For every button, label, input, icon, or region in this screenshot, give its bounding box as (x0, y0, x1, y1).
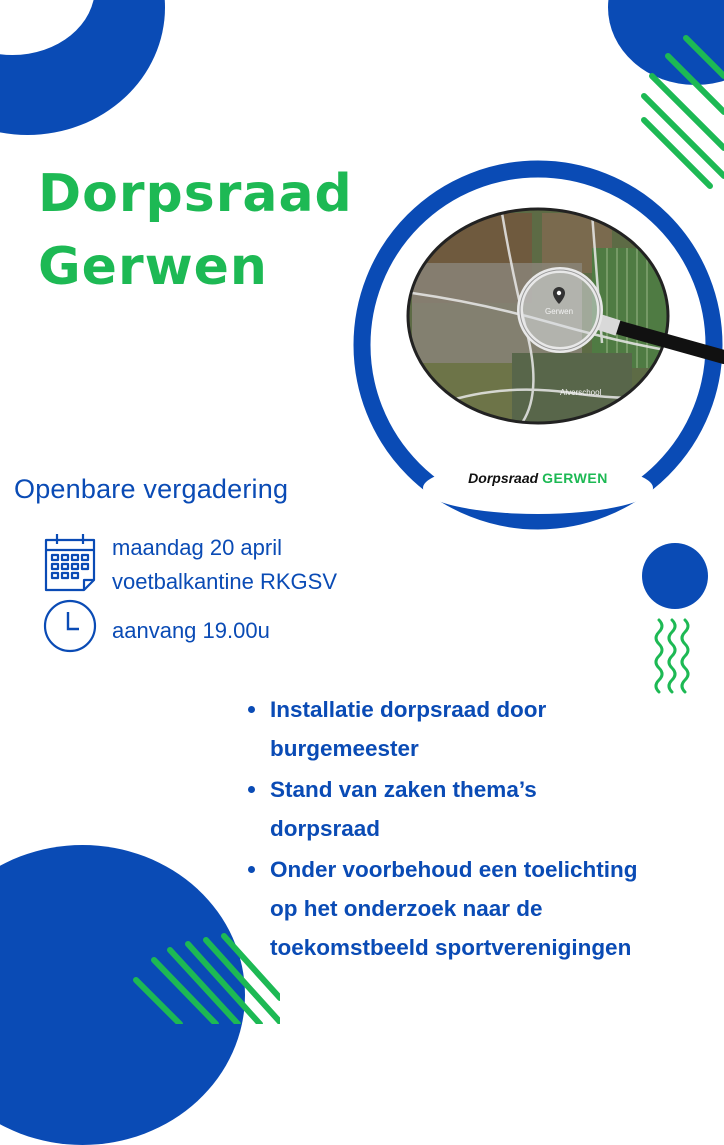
agenda-item-1-line-2: burgemeester (270, 736, 419, 761)
meeting-start-time: aanvang 19.00u (112, 618, 270, 643)
map-label-center: Gerwen (545, 307, 574, 316)
calendar-icon (42, 530, 98, 592)
agenda-item (245, 690, 715, 768)
map-label-street: Alverschool (560, 388, 602, 397)
title-line-2: Gerwen (38, 237, 268, 297)
meeting-heading: Openbare vergadering (14, 474, 289, 504)
agenda-item-3-line-2: op het onderzoek naar de (270, 896, 543, 921)
agenda-item (245, 850, 715, 967)
agenda-item-3-line-1: Onder voorbehoud een toelichting (270, 857, 638, 882)
wavy-lines (653, 616, 695, 700)
map-badge (443, 470, 633, 486)
meeting-date: maandag 20 april (112, 535, 283, 560)
agenda-item-1-line-1: Installatie dorpsraad door (270, 697, 547, 722)
small-dot (642, 543, 708, 609)
agenda-item-2-line-1: Stand van zaken thema’s (270, 777, 537, 802)
agenda-list (245, 690, 715, 969)
agenda-item-3-line-3: toekomstbeeld sportverenigingen (270, 935, 632, 960)
map-badge-highlight: GERWEN (542, 470, 608, 486)
page-title (38, 158, 353, 304)
clock-icon (42, 598, 98, 654)
title-line-1: Dorpsraad (38, 164, 353, 224)
agenda-item (245, 770, 715, 848)
map-badge-prefix: Dorpsraad (468, 470, 539, 486)
agenda-item-2-line-2: dorpsraad (270, 816, 381, 841)
meeting-location: voetbalkantine RKGSV (112, 569, 338, 594)
